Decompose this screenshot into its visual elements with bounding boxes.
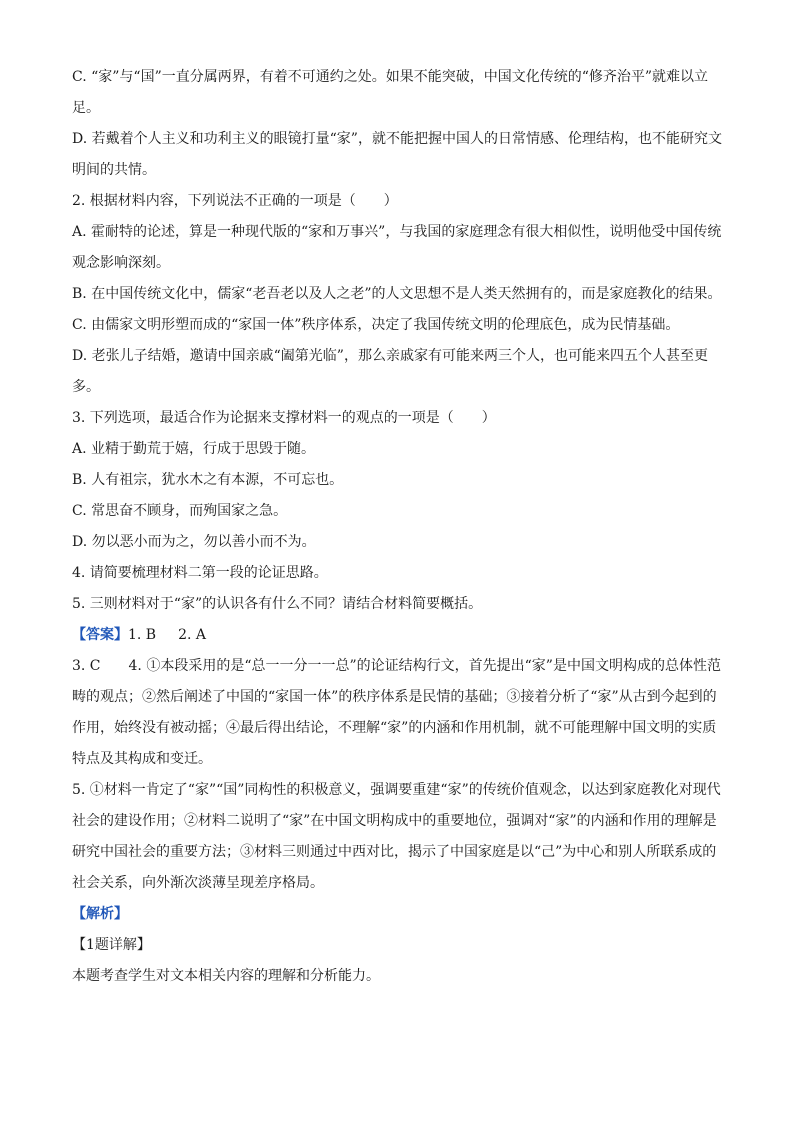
- answer-tag: 【答案】: [72, 627, 128, 643]
- answer-line: [72, 620, 722, 651]
- q2-option-b: B. 在中国传统文化中，儒家“老吾老以及人之老”的人文思想不是人类天然拥有的，而是家庭教化的结果。: [72, 286, 722, 302]
- q3-option-b: B. 人有祖宗，犹水木之有本源，不可忘也。: [72, 472, 344, 488]
- answer-5: 5. ①材料一肯定了“家”“国”同构性的积极意义，强调要重建“家”的传统价值观念，以达到家庭教化对现代社会的建设作用；②材料二说明了“家”在中国文明构成中的重要地位，强调对“家”的内涵和作用的理解是研究中国社会的重要方法；③材料三则通过中西对比，揭示了中国家庭是以“己”为中心和别人所联系成的社会关系，向外渐次淡薄呈现差序格局。: [72, 782, 721, 891]
- q3-option-c: C. 常思奋不顾身，而殉国家之急。: [72, 503, 288, 519]
- option-d-line: D. 若戴着个人主义和功利主义的眼镜打量“家”，就不能把握中国人的日常情感、伦理结构，也不能研究文明间的共情。: [72, 131, 722, 178]
- analysis-line: [72, 899, 722, 930]
- question-5: 5. 三则材料对于“家”的认识各有什么不同？请结合材料简要概括。: [72, 596, 483, 612]
- analysis-text: 本题考查学生对文本相关内容的理解和分析能力。: [72, 968, 380, 984]
- q2-option-d: D. 老张儿子结婚，邀请中国亲戚“阖第光临”，那么亲戚家有可能来两三个人，也可能来四五个人甚至更多。: [72, 348, 708, 395]
- answer-2: 2. A: [178, 627, 207, 643]
- answer-3-4: 3. C 4. ①本段采用的是“总一一分一一总”的论证结构行文，首先提出“家”是中国文明构成的总体性范畴的观点；②然后阐述了中国的“家国一体”的秩序体系是民情的基础；③接着分析了“家”从古到今起到的作用，始终没有被动摇；④最后得出结论，不理解“家”的内涵和作用机制，就不可能理解中国文明的实质特点及其构成和变迁。: [72, 658, 721, 767]
- analysis-tag: 【解析】: [72, 906, 128, 922]
- question-3: 3. 下列选项，最适合作为论据来支撑材料一的观点的一项是（ ）: [72, 410, 496, 426]
- answer-1: 1. B: [128, 627, 157, 643]
- question-2: 2. 根据材料内容，下列说法不正确的一项是（ ）: [72, 193, 398, 209]
- question-4: 4. 请简要梳理材料二第一段的论证思路。: [72, 565, 328, 581]
- document-page: [72, 62, 722, 992]
- option-c-line: C. “家”与“国”一直分属两界，有着不可通约之处。如果不能突破，中国文化传统的“修齐治平”就难以立足。: [72, 69, 709, 116]
- q3-option-d: D. 勿以恶小而为之，勿以善小而不为。: [72, 534, 316, 550]
- analysis-subheading: 【1题详解】: [72, 937, 151, 953]
- q2-option-a: A. 霍耐特的论述，算是一种现代版的“家和万事兴”，与我国的家庭理念有很大相似性，说明他受中国传统观念影响深刻。: [72, 224, 722, 271]
- q2-option-c: C. 由儒家文明形塑而成的“家国一体”秩序体系，决定了我国传统文明的伦理底色，成为民情基础。: [72, 317, 680, 333]
- q3-option-a: A. 业精于勤荒于嬉，行成于思毁于随。: [72, 441, 316, 457]
